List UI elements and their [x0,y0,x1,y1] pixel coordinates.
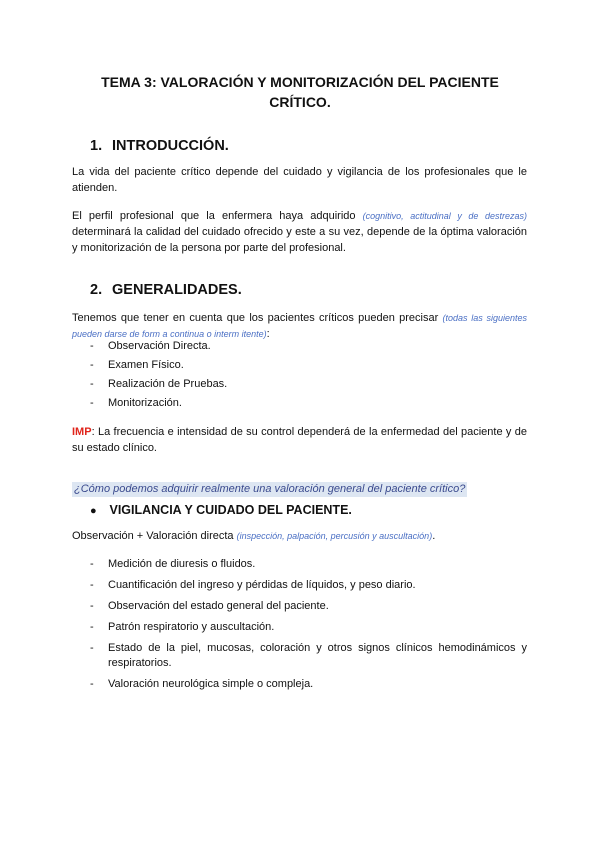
list-item-text: Examen Físico. [108,359,184,371]
list-item [72,599,527,614]
dash-marker: - [90,621,94,633]
question-highlight: ¿Cómo podemos adquirir realmente una valoración general del paciente crítico? [74,483,466,495]
list-item-text: Patrón respiratorio y auscultación. [108,621,275,633]
dash-marker: - [90,558,94,570]
list-item-text: Medición de diuresis o fluidos. [108,558,256,570]
list-item-text: Observación Directa. [108,340,211,352]
vigilancia-list [72,557,527,698]
dash-marker: - [90,340,94,352]
observacion-intro-end: . [432,530,436,542]
list-item [72,578,527,593]
list-item [72,641,527,671]
generalidades-intro [72,310,527,342]
dash-marker: - [90,397,94,409]
list-item [72,358,527,373]
intro-paragraph-2-start: El perfil profesional que la enfermera haya adquirido [72,210,363,222]
list-item-text: Observación del estado general del paciente. [108,600,329,612]
dash-marker: - [90,359,94,371]
generalidades-intro-end: : [266,328,270,340]
list-item [72,677,527,692]
list-item [72,396,527,411]
observacion-intro-note: (inspección, palpación, percusión y auscultación) [236,531,433,541]
list-item-text: Monitorización. [108,397,182,409]
generalidades-intro-start: Tenemos que tener en cuenta que los pacientes críticos pueden precisar [72,312,443,324]
list-item [72,620,527,635]
imp-text: : La frecuencia e intensidad de su control dependerá de la enfermedad del paciente y de su estado clínico. [72,426,527,454]
section-1-heading [90,138,229,154]
list-item [72,377,527,392]
intro-paragraph-2-note: (cognitivo, actitudinal y de destrezas) [362,211,528,221]
list-item-text: Estado de la piel, mucosas, coloración y otros signos clínicos hemodinámicos y respiratorios. [108,642,527,669]
observacion-intro-start: Observación + Valoración directa [72,530,237,542]
intro-paragraph-1: La vida del paciente crítico depende del cuidado y vigilancia de los profesionales que le atienden. [72,166,527,194]
list-item-text: Valoración neurológica simple o compleja. [108,678,314,690]
dash-marker: - [90,579,94,591]
list-item [72,339,527,354]
dash-marker: - [90,378,94,390]
intro-paragraph-2 [72,208,527,256]
list-item [72,557,527,572]
subsection-heading [90,503,352,517]
section-1-title: INTRODUCCIÓN. [112,138,229,154]
bullet-icon: ● [90,505,97,517]
document-title: TEMA 3: VALORACIÓN Y MONITORIZACIÓN DEL PACIENTE CRÍTICO. [101,74,499,110]
section-1-number: 1. [90,138,103,154]
imp-paragraph [72,424,527,456]
section-2-number: 2. [90,282,103,298]
dash-marker: - [90,600,94,612]
dash-marker: - [90,678,94,690]
intro-paragraph-2-end: determinará la calidad del cuidado ofrecido y este a su vez, depende de la óptima valoración y monitorización de la persona por parte del profesional. [72,226,527,254]
subsection-title: VIGILANCIA Y CUIDADO DEL PACIENTE. [109,503,352,517]
section-2-title: GENERALIDADES. [112,282,242,298]
observacion-intro [72,528,527,544]
generalidades-intro-note: (todas las siguientes pueden darse de form a continua o interm itente) [72,313,527,339]
imp-label: IMP [72,426,92,438]
dash-marker: - [90,642,94,654]
list-item-text: Cuantificación del ingreso y pérdidas de líquidos, y peso diario. [108,579,416,591]
generalidades-list [72,339,527,415]
section-2-heading [90,282,242,298]
list-item-text: Realización de Pruebas. [108,378,228,390]
